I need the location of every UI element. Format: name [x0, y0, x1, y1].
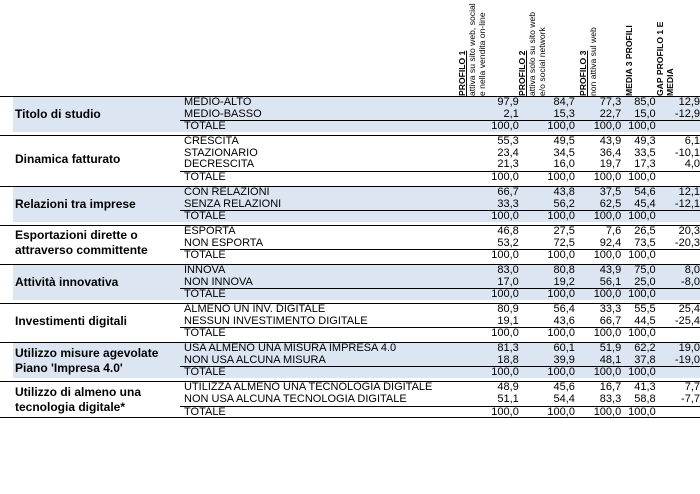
table-row — [180, 304, 700, 316]
profilo-2-value: 100,0 — [519, 171, 575, 183]
media-value: 100,0 — [621, 249, 655, 261]
table-row — [180, 355, 700, 367]
profilo-3-value: 43,9 — [575, 265, 621, 277]
profilo-3-value: 100,0 — [575, 366, 621, 378]
media-value: 58,8 — [634, 392, 656, 405]
profilo-3-value: 83,3 — [599, 392, 622, 405]
profilo-3-value: 36,4 — [599, 146, 622, 159]
profilo-1-value: 18,8 — [436, 355, 519, 367]
table-row — [180, 343, 700, 355]
gap-value — [656, 120, 700, 132]
total-row — [180, 171, 700, 183]
gap-value — [656, 210, 700, 222]
profilo-3-value: 100,0 — [575, 210, 621, 222]
header-profilo-3 — [578, 0, 602, 96]
table-row — [180, 109, 700, 121]
profilo-2-value: 100,0 — [519, 288, 575, 300]
group-rows — [180, 97, 700, 132]
profilo-2-value: 84,7 — [519, 97, 575, 109]
group-rows — [180, 304, 700, 339]
profilo-3-value: 7,6 — [605, 224, 622, 237]
profilo-1-value: 23,4 — [497, 146, 519, 159]
media-value: 33,5 — [634, 146, 656, 159]
total-row — [180, 366, 700, 378]
category-label: Dinamica fatturato — [15, 151, 121, 166]
media-value: 45,4 — [621, 199, 655, 211]
row-label: CON RELAZIONI — [180, 187, 436, 199]
profilo-2-value: 15,3 — [519, 109, 575, 121]
profilo-2-value: 100,0 — [519, 210, 575, 222]
profilo-3-value: 37,5 — [575, 187, 621, 199]
profilo-2-value: 60,1 — [519, 343, 575, 355]
profilo-1-tag: PROFILO 1 — [457, 50, 467, 96]
media-value: 17,3 — [634, 158, 656, 171]
profilo-2-value: 43,8 — [519, 187, 575, 199]
row-label: CRESCITA — [184, 136, 239, 148]
total-row — [180, 249, 700, 261]
media-value: 62,2 — [621, 343, 655, 355]
table-row — [180, 148, 700, 160]
media-value: 100,0 — [621, 171, 655, 183]
profilo-3-value: 16,7 — [599, 381, 622, 394]
profilo-3-value: 56,1 — [575, 277, 621, 289]
total-row — [180, 288, 700, 300]
profilo-2-value: 54,4 — [553, 392, 575, 405]
gap-value: -12,9 — [656, 109, 700, 121]
profilo-2-value: 19,2 — [519, 277, 575, 289]
media-value: 55,5 — [634, 303, 656, 315]
profilo-1-value: 19,1 — [497, 314, 519, 327]
profilo-2-value: 100,0 — [519, 406, 575, 418]
profilo-3-value: 92,4 — [599, 236, 622, 249]
table-row — [180, 382, 700, 394]
category-label: Relazioni tra imprese — [13, 187, 180, 222]
profilo-1-value: 97,9 — [436, 97, 519, 109]
table-group — [0, 342, 700, 378]
profilo-3-value: 19,7 — [599, 158, 622, 171]
profilo-1-value: 55,3 — [497, 135, 519, 148]
group-rows — [180, 136, 700, 183]
gap-value: -10,1 — [674, 146, 700, 159]
profilo-3-value: 51,9 — [575, 343, 621, 355]
row-label: TOTALE — [180, 366, 436, 378]
row-label: TOTALE — [180, 171, 436, 183]
category-label: Esportazioni dirette o attraverso committente — [15, 228, 148, 258]
profilo-2-desc: attiva solo su sito web e/o social network — [527, 11, 547, 96]
media-value: 100,0 — [621, 288, 655, 300]
gap-value: -7,7 — [681, 392, 700, 405]
profilo-2-value: 100,0 — [519, 327, 575, 339]
total-row — [180, 210, 700, 222]
row-label: NON USA ALCUNA MISURA — [180, 355, 436, 367]
row-label: INNOVA — [180, 265, 436, 277]
profilo-1-value: 100,0 — [436, 327, 519, 339]
profilo-2-value: 49,5 — [553, 135, 575, 148]
media-value: 100,0 — [621, 366, 655, 378]
category-label: Investimenti digitali — [15, 314, 128, 329]
profilo-2-value: 39,9 — [519, 355, 575, 367]
total-row — [180, 406, 700, 418]
profilo-3-value: 33,3 — [599, 303, 622, 315]
gap-value: 12,1 — [656, 187, 700, 199]
header-profilo-2 — [517, 0, 551, 96]
profilo-2-value: 100,0 — [519, 249, 575, 261]
category-label: Utilizzo di almeno una tecnologia digitale* — [15, 384, 142, 414]
gap-value — [656, 171, 700, 183]
profilo-1-value: 100,0 — [436, 120, 519, 132]
row-label: STAZIONARIO — [184, 147, 258, 159]
row-label: NON INNOVA — [180, 277, 436, 289]
profilo-1-value: 48,9 — [497, 381, 519, 394]
table-row — [180, 238, 700, 250]
table-group — [0, 303, 700, 339]
row-label: USA ALMENO UNA MISURA IMPRESA 4.0 — [180, 343, 436, 355]
profilo-1-value: 100,0 — [436, 210, 519, 222]
category-label: Attività innovativa — [13, 265, 180, 300]
table-group — [0, 264, 700, 300]
gap-value — [656, 249, 700, 261]
gap-value: -20,3 — [674, 236, 700, 249]
table-header — [0, 0, 700, 96]
media-value: 100,0 — [621, 327, 655, 339]
gap-value: 6,1 — [684, 135, 700, 148]
profilo-1-value: 53,2 — [497, 236, 519, 249]
table-group — [0, 186, 700, 222]
profilo-2-value: 43,6 — [553, 314, 575, 327]
media-value: 54,6 — [621, 187, 655, 199]
table-row — [180, 277, 700, 289]
gap-value — [656, 288, 700, 300]
profilo-2-value: 100,0 — [519, 120, 575, 132]
table-row — [180, 159, 700, 171]
row-label: TOTALE — [180, 288, 436, 300]
row-label: ALMENO UN INV. DIGITALE — [184, 304, 326, 315]
profilo-2-value: 72,5 — [553, 236, 575, 249]
profilo-2-value: 16,0 — [553, 158, 575, 171]
media-value: 37,8 — [621, 355, 655, 367]
media-value: 75,0 — [621, 265, 655, 277]
media-value: 100,0 — [621, 120, 655, 132]
category-label: Utilizzo misure agevolate Piano 'Impresa 4.0' — [13, 343, 180, 378]
row-label: TOTALE — [180, 249, 436, 261]
profilo-1-value: 66,7 — [436, 187, 519, 199]
media-value: 49,3 — [634, 135, 656, 148]
media-value: 85,0 — [621, 97, 655, 109]
group-rows — [180, 382, 700, 417]
header-gap — [655, 0, 679, 96]
profilo-1-value: 21,3 — [497, 158, 519, 171]
profilo-1-value: 2,1 — [436, 109, 519, 121]
profilo-1-value: 46,8 — [497, 224, 519, 237]
profilo-1-value: 100,0 — [436, 249, 519, 261]
row-label: TOTALE — [180, 210, 436, 222]
table-group — [0, 381, 700, 417]
row-label: MEDIO-BASSO — [180, 109, 436, 121]
media-value: 15,0 — [621, 109, 655, 121]
profilo-1-value: 100,0 — [436, 406, 519, 418]
profilo-2-value: 80,8 — [519, 265, 575, 277]
row-label: NON USA ALCUNA TECNOLOGIA DIGITALE — [184, 393, 407, 405]
profilo-3-value: 100,0 — [575, 406, 621, 418]
row-label: TOTALE — [180, 327, 436, 339]
row-label: TOTALE — [180, 406, 436, 418]
profilo-3-value: 43,9 — [599, 135, 622, 148]
row-label: MEDIO-ALTO — [180, 97, 436, 109]
table-row — [180, 316, 700, 328]
profilo-3-value: 100,0 — [575, 120, 621, 132]
profilo-2-value: 34,5 — [553, 146, 575, 159]
media-value: 26,5 — [634, 224, 656, 237]
profilo-3-desc: non attiva sul web — [588, 27, 598, 96]
table-row — [180, 265, 700, 277]
media-value: 100,0 — [621, 210, 655, 222]
group-rows — [180, 343, 700, 378]
table-group — [0, 135, 700, 183]
media-value: 73,5 — [634, 236, 656, 249]
profilo-1-value: 81,3 — [436, 343, 519, 355]
total-row — [180, 120, 700, 132]
profilo-1-value: 17,0 — [436, 277, 519, 289]
gap-value: -25,4 — [674, 314, 700, 327]
profilo-1-value: 100,0 — [436, 366, 519, 378]
header-media — [624, 0, 638, 96]
table-group — [0, 225, 700, 261]
profilo-1-value: 100,0 — [436, 171, 519, 183]
gap-value — [656, 366, 700, 378]
profilo-1-value: 51,1 — [497, 392, 519, 405]
profilo-2-value: 27,5 — [553, 224, 575, 237]
row-label: NESSUN INVESTIMENTO DIGITALE — [184, 315, 368, 327]
profilo-3-value: 100,0 — [575, 249, 621, 261]
profilo-2-tag: PROFILO 2 — [517, 50, 527, 96]
profilo-3-value: 22,7 — [575, 109, 621, 121]
category-label: Titolo di studio — [13, 97, 180, 132]
profilo-1-value: 33,3 — [436, 199, 519, 211]
profilo-2-value: 100,0 — [519, 366, 575, 378]
gap-value: 19,0 — [656, 343, 700, 355]
profilo-3-value: 100,0 — [575, 288, 621, 300]
media-value: 25,0 — [621, 277, 655, 289]
total-row — [180, 327, 700, 339]
table-row — [180, 187, 700, 199]
profilo-1-value: 100,0 — [436, 288, 519, 300]
gap-value: 8,0 — [656, 265, 700, 277]
gap-value: 12,9 — [656, 97, 700, 109]
group-rows — [180, 187, 700, 222]
gap-value: 20,3 — [678, 224, 700, 237]
profilo-1-value: 80,9 — [497, 303, 519, 315]
media-header-label: MEDIA 3 PROFILI — [624, 25, 634, 96]
gap-value: -19,0 — [656, 355, 700, 367]
table-group — [0, 96, 700, 132]
row-label: NON ESPORTA — [184, 237, 264, 249]
gap-value: -12,1 — [656, 199, 700, 211]
gap-value: -8,0 — [656, 277, 700, 289]
profilo-3-value: 77,3 — [575, 97, 621, 109]
profilo-1-value: 83,0 — [436, 265, 519, 277]
group-rows — [180, 226, 700, 261]
row-label: UTILIZZA ALMENO UNA TECNOLOGIA DIGITALE — [184, 382, 433, 394]
table-row — [180, 97, 700, 109]
profilo-1-desc: attiva su sito web, social e nella vendita on-line — [467, 3, 487, 96]
gap-value: 25,4 — [678, 303, 700, 315]
media-value: 41,3 — [634, 381, 656, 394]
profilo-2-value: 56,4 — [553, 303, 575, 315]
profilo-3-value: 100,0 — [575, 327, 621, 339]
gap-header-label: GAP PROFILO 1 E MEDIA — [655, 21, 675, 96]
profilo-3-value: 100,0 — [575, 171, 621, 183]
row-label: ESPORTA — [184, 225, 236, 237]
table-row — [180, 394, 700, 406]
profilo-3-tag: PROFILO 3 — [578, 50, 588, 96]
media-value: 100,0 — [621, 406, 655, 418]
table-row — [180, 136, 700, 148]
gap-value — [656, 327, 700, 339]
data-table — [0, 96, 700, 418]
row-label: SENZA RELAZIONI — [180, 199, 436, 211]
gap-value: 4,0 — [684, 158, 700, 171]
profilo-2-value: 56,2 — [519, 199, 575, 211]
header-profilo-1 — [457, 0, 491, 96]
profilo-3-value: 62,5 — [575, 199, 621, 211]
profilo-3-value: 66,7 — [599, 314, 622, 327]
profilo-2-value: 45,6 — [553, 381, 575, 394]
table-row — [180, 199, 700, 211]
row-label: TOTALE — [180, 120, 436, 132]
gap-value — [656, 406, 700, 418]
table-row — [180, 226, 700, 238]
media-value: 44,5 — [634, 314, 656, 327]
row-label: DECRESCITA — [184, 159, 255, 171]
profilo-3-value: 48,1 — [575, 355, 621, 367]
group-rows — [180, 265, 700, 300]
gap-value: 7,7 — [684, 381, 700, 394]
